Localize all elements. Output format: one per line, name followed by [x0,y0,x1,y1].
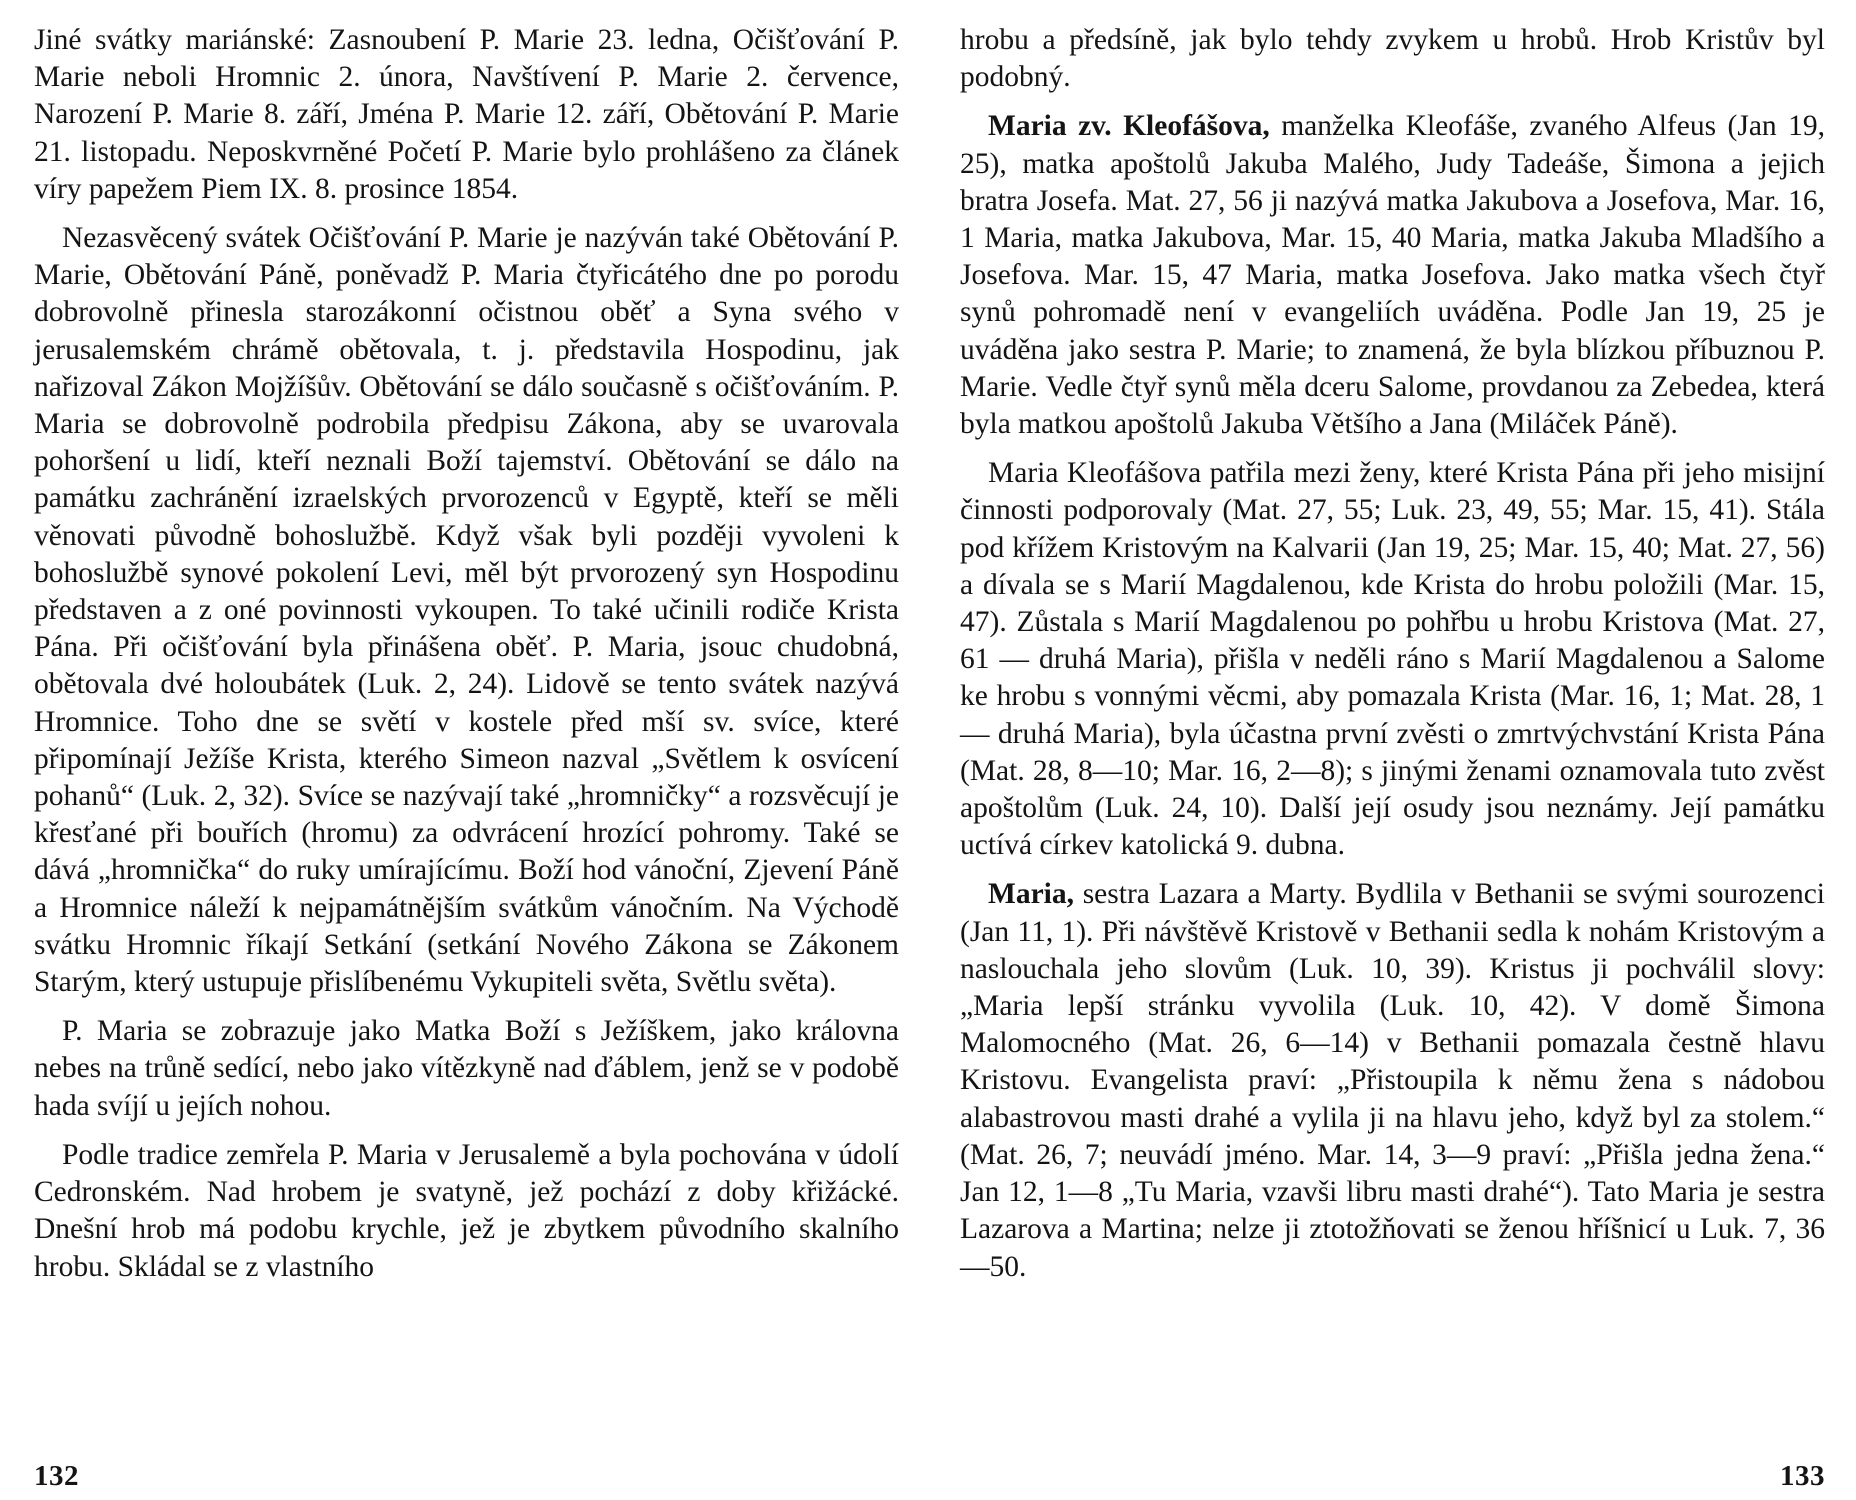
left-page [34,22,899,1492]
paragraph: Jiné svátky mariánské: Zasnoubení P. Marie 23. ledna, Očišťování P. Marie neboli Hromnic 2. února, Navštívení P. Marie 2. července, Narození P. Marie 8. září, Jména P. Marie 12. září, Obětování P. Marie 21. listopadu. Neposkvrněné Početí P. Marie bylo prohlášeno za článek víry papežem Piem IX. 8. prosince 1854. [34,24,899,205]
paragraph-text: hrobu a předsíně, jak bylo tehdy zvykem u hrobů. Hrob Kristův byl podobný. [960,24,1825,94]
paragraph: Nezasvěcený svátek Očišťování P. Marie je nazýván také Obětování P. Marie, Obětování Páně, poněvadž P. Maria čtyřicátého dne po porodu dobrovolně přinesla starozákonní očistnou oběť a Syna svého v jerusalemském chrámě obětovala, t. j. představila Hospodinu, jak nařizoval Zákon Mojžíšův. Obětování se dálo současně s očišťováním. P. Maria se dobrovolně podrobila předpisu Zákona, aby se uvarovala pohoršení u lidí, kteří neznali Boží tajemství. Obětování se dálo na památku zachránění izraelských prvorozenců v Egyptě, kteří se měli věnovati původně bohoslužbě. Když však byli později vyvoleni k bohoslužbě synové pokolení Levi, měl být prvorozený syn Hospodinu představen a z oné povinnosti vykoupen. To také učinili rodiče Krista Pána. Při očišťování byla přinášena oběť. P. Maria, jsouc chudobná, obětovala dvé holoubátek (Luk. 2, 24). Lidově se tento svátek nazývá Hromnice. Toho dne se světí v kostele před mší sv. svíce, které připomínají Ježíše Krista, kterého Simeon nazval „Světlem k osvícení pohanů“ (Luk. 2, 32). Svíce se nazývají také „hromničky“ a rozsvěcují je křesťané při bouřích (hromu) za odvrácení hrozící pohromy. Také se dává „hromnička“ do ruky umírajícímu. Boží hod vánoční, Zjevení Páně a Hromnice náleží k nejpamátnějším svátkům vánočním. Na Východě svátku Hromnic říkají Setkání (setkání Nového Zákona se Zákonem Starým, který ustupuje přislíbenému Vykupiteli světa, Světlu světa). [34,222,899,999]
page-number: 132 [34,1460,79,1492]
right-page [960,22,1825,1492]
entry-heading: Maria, [988,878,1075,911]
page-number: 133 [1780,1460,1825,1492]
paragraph-text: Maria Kleofášova patřila mezi ženy, které Krista Pána při jeho misijní činnosti podporovaly (Mat. 27, 55; Luk. 23, 49, 55; Mar. 15, 41). Stála pod křížem Kristovým na Kalvarii (Jan 19, 25; Mar. 15, 40; Mat. 27, 56) a dívala se s Marií Magdalenou, kde Krista do hrobu položili (Mar. 15, 47). Zůstala s Marií Magdalenou po pohřbu u hrobu Kristova (Mat. 27, 61 — druhá Maria), přišla v neděli ráno s Marií Magdalenou a Salome ke hrobu s vonnými věcmi, aby pomazala Krista (Mar. 16, 1; Mat. 28, 1 — druhá Maria), byla účastna první zvěsti o zmrtvýchvstání Krista Pána (Mat. 28, 8—10; Mar. 16, 2—8); s jinými ženami oznamovala tuto zvěst apoštolům (Luk. 24, 10). Další její osudy jsou neznámy. Její památku uctívá církev katolická 9. dubna. [960,457,1825,862]
paragraph [960,22,1825,96]
paragraph: P. Maria se zobrazuje jako Matka Boží s Ježíškem, jako královna nebes na trůně sedící, nebo jako vítězkyně nad ďáblem, jenž se v podobě hada svíjí u jejích nohou. [34,1015,899,1122]
entry-paragraph [960,876,1825,1285]
entry-paragraph [960,108,1825,443]
right-page-text-column [960,22,1825,1286]
paragraph-text: manželka Kleofáše, zvaného Alfeus (Jan 19, 25), matka apoštolů Jakuba Malého, Judy Tadeáše, Šimona a jejich bratra Josefa. Mat. 27, 56 ji nazývá matka Jakubova a Josefova, Mar. 16, 1 Maria, matka Jakubova, Mar. 15, 40 Maria, matka Jakuba Mladšího a Josefova. Mar. 15, 47 Maria, matka Josefova. Jako matka všech čtyř synů pohromadě není v evangeliích uváděna. Podle Jan 19, 25 je uváděna jako sestra P. Marie; to znamená, že byla blízkou příbuznou P. Marie. Vedle čtyř synů měla dceru Salome, provdanou za Zebedea, která byla matkou apoštolů Jakuba Většího a Jana (Miláček Páně). [960,110,1825,441]
paragraph: Podle tradice zemřela P. Maria v Jerusalemě a byla pochována v údolí Cedronském. Nad hrobem je svatyně, jež pochází z doby křižácké. Dnešní hrob má podobu krychle, jež je zbytkem původního skalního hrobu. Skládal se z vlastního [34,1138,899,1283]
paragraph [960,455,1825,864]
entry-heading: Maria zv. Kleofášova, [988,110,1270,143]
left-page-text-column [34,22,899,1286]
paragraph-text: sestra Lazara a Marty. Bydlila v Bethanii se svými sourozenci (Jan 11, 1). Při návštěvě Kristově v Bethanii sedla k nohám Kristovým a naslouchala jeho slovům (Luk. 10, 39). Kristus ji pochválil slovy: „Maria lepší stránku vyvolila (Luk. 10, 42). V domě Šimona Malomocného (Mat. 26, 6—14) v Bethanii pomazala čestně hlavu Kristovu. Evangelista praví: „Přistoupila k němu žena s nádobou alabastrovou masti drahé a vylila ji na hlavu jeho, když byl za stolem.“ (Mat. 26, 7; neuvádí jméno. Mar. 14, 3—9 praví: „Přišla jedna žena.“ Jan 12, 1—8 „Tu Maria, vzavši libru masti drahé“). Tato Maria je sestra Lazarova a Martina; nelze ji ztotožňovati se ženou hříšnicí u Luk. 7, 36—50. [960,878,1825,1283]
